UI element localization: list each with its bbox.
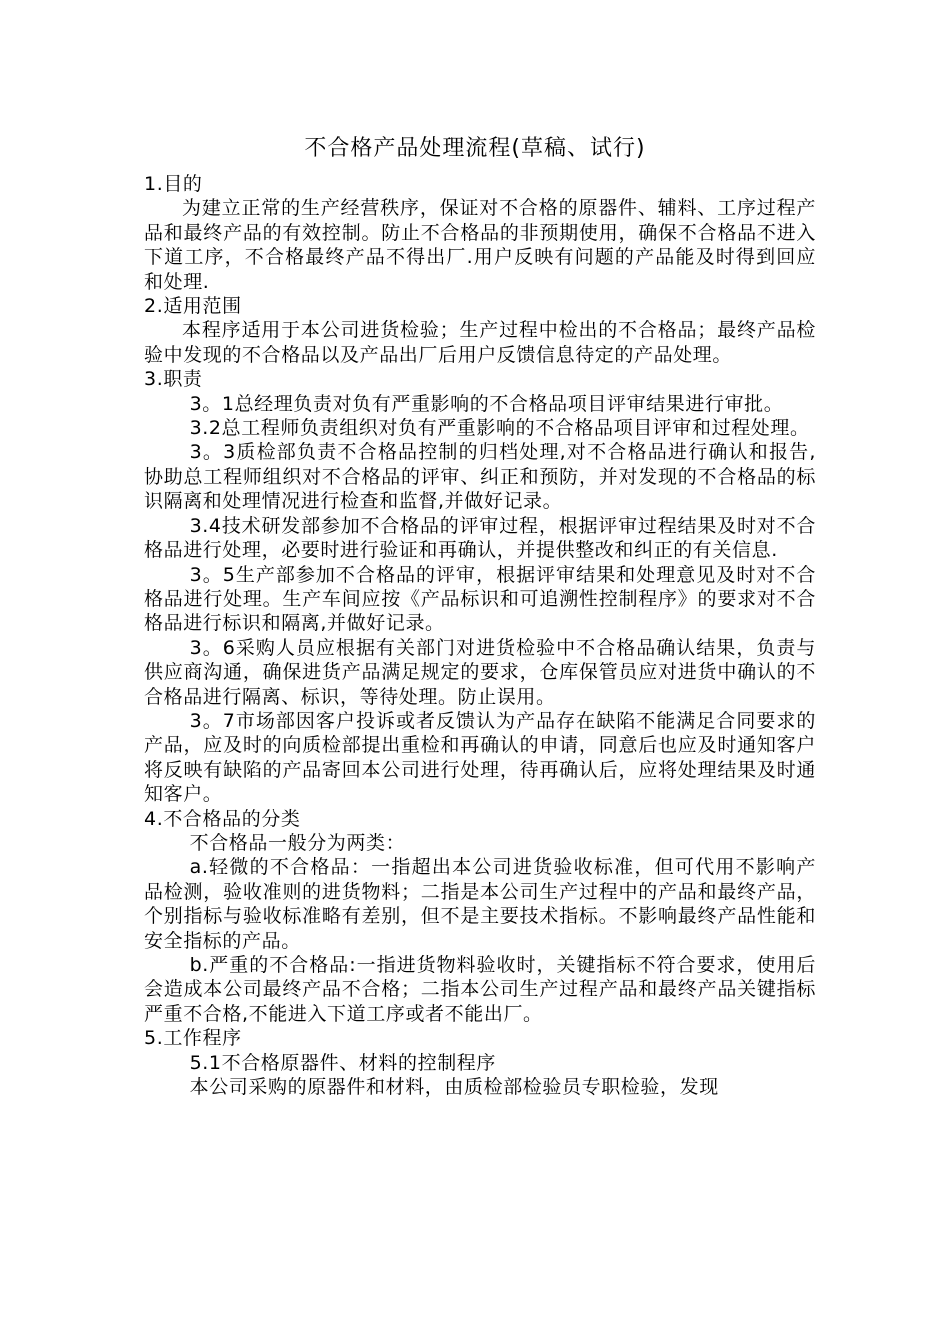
paragraph: 3.4技术研发部参加不合格品的评审过程，根据评审过程结果及时对不合格品进行处理，必要时进行验证和再确认，并提供整改和纠正的有关信息. <box>144 514 816 562</box>
paragraph: 5.1不合格原器件、材料的控制程序 <box>189 1051 497 1074</box>
paragraph: 3。3质检部负责不合格品控制的归档处理,对不合格品进行确认和报告,协助总工程师组织对不合格品的评审、纠正和预防，并对发现的不合格品的标识隔离和处理情况进行检查和监督,并做好记录。 <box>144 441 816 513</box>
paragraph: 3。6采购人员应根据有关部门对进货检验中不合格品确认结果，负责与供应商沟通，确保进货产品满足规定的要求，仓库保管员应对进货中确认的不合格品进行隔离、标识，等待处理。防止误用。 <box>144 636 816 708</box>
section-heading: 5.工作程序 <box>144 1027 242 1050</box>
paragraph: 3。1总经理负责对负有严重影响的不合格品项目评审结果进行审批。 <box>189 392 784 415</box>
paragraph: 3。5生产部参加不合格品的评审，根据评审结果和处理意见及时对不合格品进行处理。生产车间应按《产品标识和可追溯性控制程序》的要求对不合格品进行标识和隔离,并做好记录。 <box>144 563 816 635</box>
paragraph: 本程序适用于本公司进货检验；生产过程中检出的不合格品；最终产品检验中发现的不合格品以及产品出厂后用户反馈信息待定的产品处理。 <box>144 319 816 366</box>
paragraph: 3。7市场部因客户投诉或者反馈认为产品存在缺陷不能满足合同要求的产品，应及时的向质检部提出重检和再确认的申请，同意后也应及时通知客户将反映有缺陷的产品寄回本公司进行处理，待再确认后，应将处理结果及时通知客户。 <box>144 709 816 806</box>
paragraph: 为建立正常的生产经营秩序，保证对不合格的原器件、辅料、工序过程产品和最终产品的有效控制。防止不合格品的非预期使用，确保不合格品不进入下道工序，不合格最终产品不得出厂.用户反映有问题的产品能及时得到回应和处理. <box>144 197 816 293</box>
paragraph: 本公司采购的原器件和材料，由质检部检验员专职检验，发现 <box>189 1076 719 1099</box>
paragraph: b.严重的不合格品:一指进货物料验收时，关键指标不符合要求，使用后会造成本公司最终产品不合格；二指本公司生产过程产品和最终产品关键指标严重不合格,不能进入下道工序或者不能出厂。 <box>144 954 816 1025</box>
section-heading: 3.职责 <box>144 368 203 391</box>
document-title: 不合格产品处理流程(草稿、试行) <box>304 136 646 161</box>
section-heading: 2.适用范围 <box>144 295 242 318</box>
paragraph: 不合格品一般分为两类： <box>189 831 406 854</box>
document-body <box>144 172 816 1099</box>
section-heading: 4.不合格品的分类 <box>144 807 301 830</box>
section-heading: 1.目的 <box>144 173 203 195</box>
paragraph: 3.2总工程师负责组织对负有严重影响的不合格品项目评审和过程处理。 <box>189 417 810 440</box>
paragraph: a.轻微的不合格品：一指超出本公司进货验收标准，但可代用不影响产品检测，验收准则的进货物料；二指是本公司生产过程中的产品和最终产品，个别指标与验收标准略有差别，但不是主要技术指标。不影响最终产品性能和安全指标的产品。 <box>144 856 816 952</box>
